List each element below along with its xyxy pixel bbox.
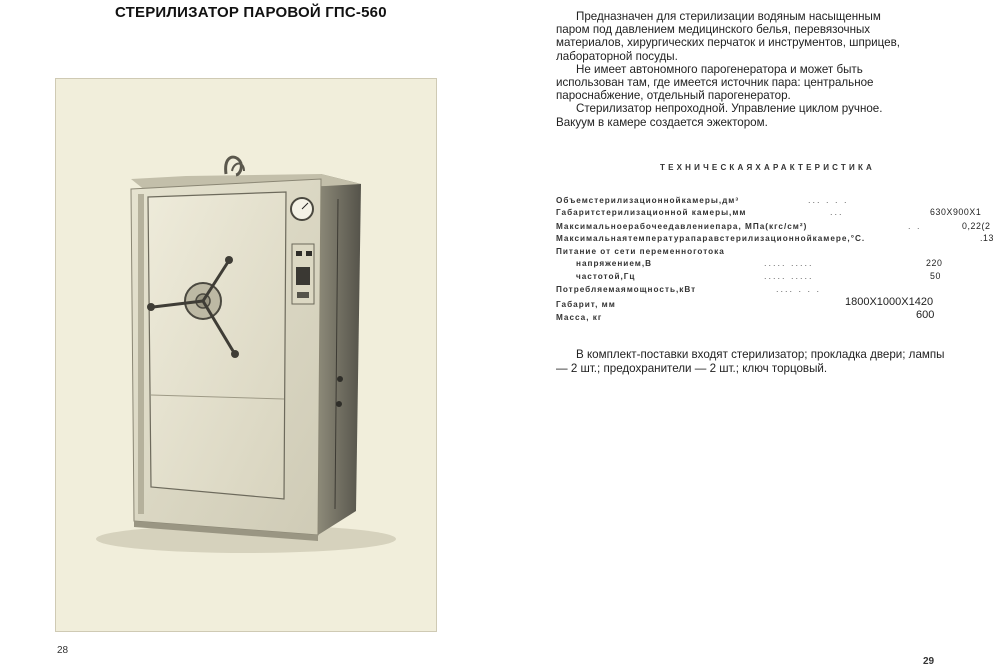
product-photo <box>55 78 437 632</box>
spec-dims-dots: ... <box>830 207 844 217</box>
page-number-right: 29 <box>923 656 935 667</box>
spec-consumption-label: Потребляемаямощность,кВт <box>556 285 697 294</box>
spec-consumption-dots: .... . . . <box>776 284 822 294</box>
page-number-left: 28 <box>57 645 69 656</box>
spec-volume-dots: ... . . . <box>808 195 849 205</box>
spec-temp-label: Максимальнаятемпературапаравстерилизационнойкамере,°С. <box>556 234 866 243</box>
spec-voltage-label: напряжением,В <box>576 259 653 268</box>
spec-temp-value: .13 <box>980 233 995 243</box>
spec-overall-value: 1800Х1000Х1420 <box>845 296 934 308</box>
spec-overall-label: Габарит, мм <box>556 300 616 309</box>
spec-freq-value: 50 <box>930 271 941 281</box>
spec-pressure-value: 0,22(2 <box>962 221 991 231</box>
kit-paragraph: В комплект-поставки входят стерилизатор; прокладка двери; лампы — 2 шт.; предохранители — 2 шт.; ключ торцовый. <box>556 348 945 375</box>
spec-voltage-dots: ..... ..... <box>764 258 814 268</box>
spec-dims-label: Габаритстерилизационной камеры,мм <box>556 208 747 217</box>
kit-paragraph-block <box>556 348 946 376</box>
page-title: СТЕРИЛИЗАТОР ПАРОВОЙ ГПС-560 <box>115 4 387 21</box>
spec-heading: ТЕХНИЧЕСКАЯХАРАКТЕРИСТИКА <box>660 163 876 172</box>
spec-pressure-label: Максимальноерабочеедавлениепара, МПа(кгс/см²) <box>556 222 808 231</box>
spec-volume-label: Объемстерилизационнойкамеры,дм³ <box>556 196 740 205</box>
spec-freq-label: частотой,Гц <box>576 272 636 281</box>
spec-mass-value: 600 <box>916 309 935 321</box>
description-paragraph: Стерилизатор непроходной. Управление циклом ручное. Вакуум в камере создается эжектором. <box>556 102 883 129</box>
spec-voltage-value: 220 <box>926 258 943 268</box>
spec-mass-label: Масса, кг <box>556 313 603 322</box>
description-paragraph: Предназначен для стерилизации водяным насыщенным паром под давлением медицинского белья, перевязочных материалов, хирургических перчаток и инструментов, шприцев, лабораторной посуды. <box>556 10 901 63</box>
description-paragraph: Не имеет автономного парогенератора и может быть использован там, где имеется источник пара: центральное пароснабжение, отдельный парогенератор. <box>556 62 874 103</box>
spec-power-label: Питание от сети переменноготока <box>556 247 725 256</box>
sterilizer-illustration <box>56 79 436 631</box>
spec-dims-value: 630Х900Х1 <box>930 207 982 217</box>
spec-pressure-dots: . . <box>908 221 922 231</box>
description <box>556 10 916 129</box>
spec-freq-dots: ..... ..... <box>764 271 814 281</box>
